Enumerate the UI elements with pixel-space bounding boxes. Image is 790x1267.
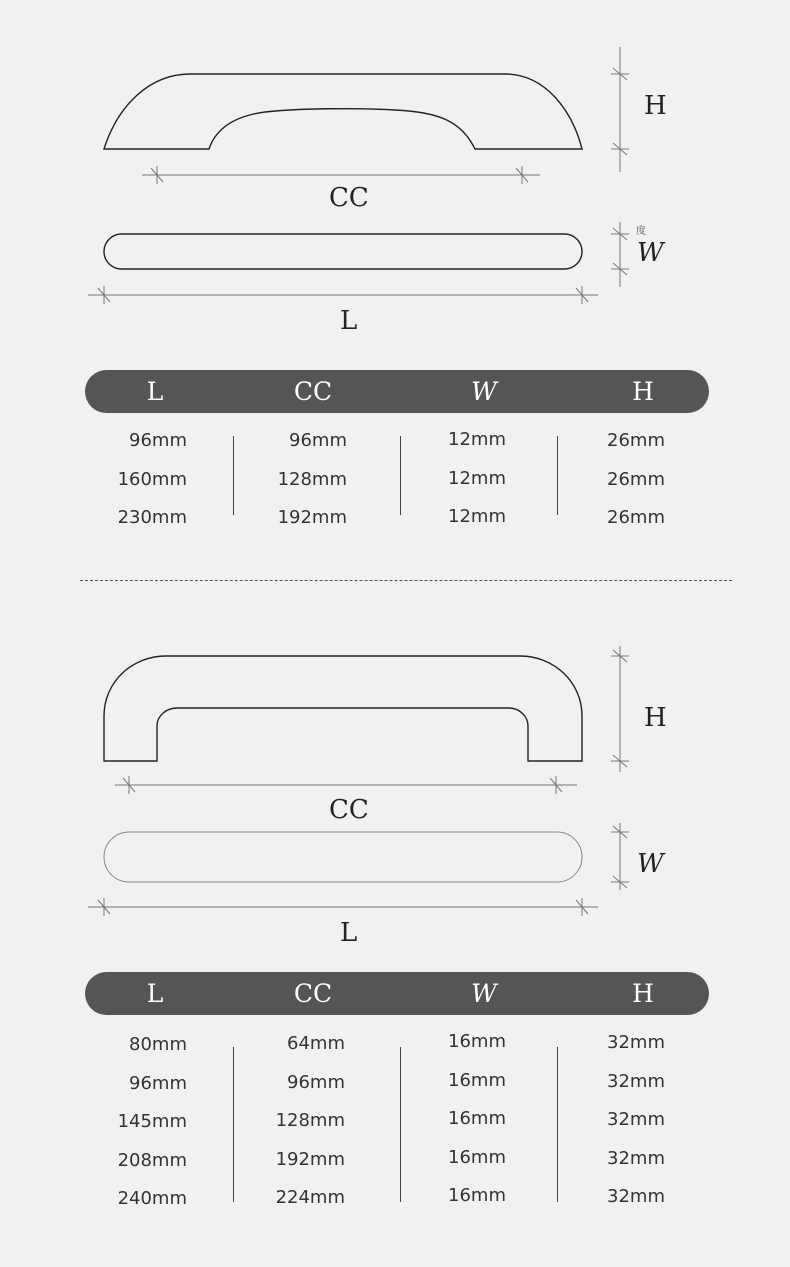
- table-2-col-w: [448, 1023, 528, 1216]
- table-1-cell: 26mm: [607, 430, 665, 451]
- header-cc-1: CC: [293, 377, 333, 406]
- label-w-1: W: [637, 238, 664, 268]
- table-2-cell: 208mm: [117, 1149, 187, 1171]
- table-2-separator: [233, 1047, 234, 1202]
- table-2-cell: 80mm: [129, 1034, 187, 1055]
- header-l-1: L: [146, 377, 164, 406]
- table-1-col-h: [607, 422, 687, 538]
- table-1-cell: 12mm: [448, 506, 506, 527]
- table-1-header: [85, 370, 709, 413]
- table-1-col-l: [100, 422, 187, 538]
- table-1-cell: 96mm: [129, 430, 187, 451]
- table-1-cell: 26mm: [607, 507, 665, 528]
- table-2-cell: 145mm: [117, 1111, 187, 1132]
- label-l-1: L: [340, 306, 358, 336]
- table-2-col-h: [607, 1024, 687, 1217]
- header-l-2: L: [146, 979, 164, 1008]
- table-2-cell: 32mm: [607, 1186, 665, 1207]
- table-1-col-w: [448, 421, 528, 537]
- table-2-col-cc: [258, 1025, 345, 1218]
- table-2-header: [85, 972, 709, 1015]
- table-2-cell: 16mm: [448, 1031, 506, 1052]
- table-1-cell: 26mm: [607, 468, 665, 490]
- table-1-cell: 192mm: [277, 507, 347, 528]
- table-2-cell: 16mm: [448, 1146, 506, 1168]
- table-2-cell: 16mm: [448, 1185, 506, 1206]
- table-2-cell: 64mm: [287, 1033, 345, 1054]
- table-2-separator: [400, 1047, 401, 1202]
- header-w-2: W: [471, 979, 497, 1008]
- table-1-cell: 160mm: [117, 468, 187, 490]
- table-2-cell: 240mm: [117, 1188, 187, 1209]
- table-2-cell: 16mm: [448, 1069, 506, 1091]
- table-2-cell: 96mm: [287, 1071, 345, 1093]
- table-2-cell: 32mm: [607, 1032, 665, 1053]
- table-2-separator: [557, 1047, 558, 1202]
- label-l-2: L: [340, 918, 358, 948]
- section-divider: [80, 580, 732, 581]
- table-1-separator: [233, 436, 234, 515]
- label-cc-1: CC: [329, 183, 369, 213]
- handle-1-side-view: [0, 0, 790, 340]
- header-h-1: H: [632, 377, 654, 406]
- table-1-cell: 96mm: [289, 430, 347, 451]
- table-1-separator: [557, 436, 558, 515]
- table-1-col-cc: [260, 422, 347, 538]
- handle-2-side-view: [0, 600, 790, 960]
- table-2-cell: 32mm: [607, 1070, 665, 1092]
- table-1-cell: 128mm: [277, 468, 347, 490]
- label-w-2: W: [637, 849, 664, 879]
- table-1-cell: 230mm: [117, 507, 187, 528]
- table-2-cell: 32mm: [607, 1109, 665, 1130]
- header-w-1: W: [471, 377, 497, 406]
- header-cc-2: CC: [293, 979, 333, 1008]
- table-2-cell: 224mm: [275, 1187, 345, 1208]
- table-1-cell: 12mm: [448, 429, 506, 450]
- table-2-cell: 128mm: [275, 1110, 345, 1131]
- table-2-cell: 96mm: [129, 1072, 187, 1094]
- table-1-separator: [400, 436, 401, 515]
- mark-1: 度: [636, 226, 646, 237]
- table-2-cell: 32mm: [607, 1147, 665, 1169]
- table-2-cell: 192mm: [275, 1148, 345, 1170]
- table-1-cell: 12mm: [448, 467, 506, 489]
- table-2-col-l: [100, 1026, 187, 1219]
- table-2-cell: 16mm: [448, 1108, 506, 1129]
- label-cc-2: CC: [329, 795, 369, 825]
- label-h-2: H: [644, 703, 667, 733]
- header-h-2: H: [632, 979, 654, 1008]
- label-h-1: H: [644, 91, 667, 121]
